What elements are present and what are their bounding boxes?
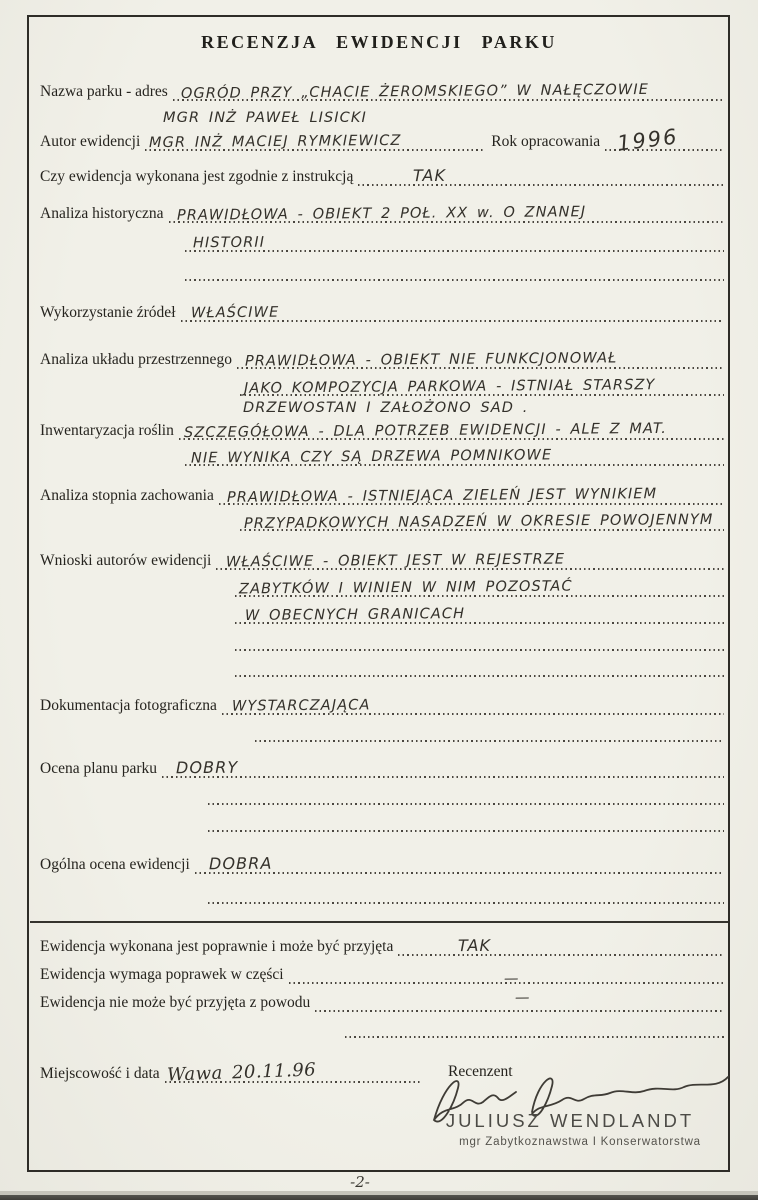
uklad-line2: JAKO KOMPOZYCJA PARKOWA - ISTNIAŁ STARSZY	[243, 377, 656, 397]
dotted-line	[195, 854, 724, 874]
empty-dotted-row	[208, 781, 724, 805]
inwentaryzacja-line1: SZCZEGÓŁOWA - DLA POTRZEB EWIDENCJI - ALE Z MAT.	[183, 420, 667, 442]
empty-dotted-row	[185, 257, 724, 281]
field-row-nazwa	[40, 77, 724, 101]
dotted-line	[240, 511, 724, 531]
dotted-line	[145, 131, 483, 151]
rok-label: Rok opracowania	[491, 133, 601, 150]
poprawki-value: —	[503, 970, 520, 988]
continuation-row	[185, 228, 724, 252]
section-separator-line	[30, 921, 728, 923]
nazwa-parku-value: OGRÓD PRZY „CHACIE ŻEROMSKIEGO” W NAŁĘCZOWIE	[180, 81, 649, 103]
dotted-line	[235, 631, 724, 651]
form-title: RECENZJA EWIDENCJI PARKU	[201, 32, 557, 52]
zachowanie-line1: PRAWIDŁOWA - ISTNIEJĄCA ZIELEŃ JEST WYNIKIEM	[226, 486, 658, 506]
historyczna-label: Analiza historyczna	[40, 205, 164, 222]
powod-label: Ewidencja nie może być przyjęta z powodu	[40, 994, 311, 1011]
continuation-row	[185, 442, 724, 466]
rok-value: 1996	[615, 124, 680, 156]
continuation-row	[235, 573, 724, 597]
field-row-powod	[40, 988, 724, 1012]
field-row-ogolna	[40, 850, 724, 874]
dotted-line	[169, 203, 724, 223]
dotted-line	[235, 657, 724, 677]
field-row-wnioski	[40, 546, 724, 570]
miejscowosc-label: Miejscowość i data	[40, 1065, 160, 1082]
scan-bottom-edge	[0, 1191, 758, 1200]
dotted-line	[185, 261, 724, 281]
wnioski-line1: WŁAŚCIWE - OBIEKT JEST W REJESTRZE	[226, 551, 566, 571]
continuation-row	[235, 600, 724, 624]
przyjeta-value: TAK	[458, 935, 492, 956]
zgodnosc-label: Czy ewidencja wykonana jest zgodnie z instrukcją	[40, 168, 354, 185]
reviewer-title: mgr Zabytkoznawstwa I Konserwatorstwa	[459, 1136, 701, 1148]
field-row-uklad	[40, 345, 724, 369]
ogolna-value: DOBRA	[208, 853, 273, 874]
continuation-row	[240, 372, 724, 396]
dotted-line	[315, 989, 724, 1012]
field-row-plan	[40, 754, 724, 778]
zrodla-value: WŁAŚCIWE	[190, 304, 279, 322]
dotted-line	[398, 936, 724, 956]
zachowanie-label: Analiza stopnia zachowania	[40, 487, 214, 504]
zrodla-label: Wykorzystanie źródeł	[40, 304, 176, 321]
dotted-line	[255, 722, 724, 742]
powod-value: —	[515, 989, 531, 1007]
field-row-inwentaryzacja	[40, 416, 724, 440]
wnioski-line2: ZABYTKÓW I WINIEN W NIM POZOSTAĆ	[238, 578, 573, 598]
nazwa-parku-value2: MGR INŻ PAWEŁ LISICKI	[163, 110, 367, 126]
field-row-fotografia	[40, 691, 724, 715]
page-number: -2-	[350, 1173, 370, 1191]
dotted-line	[179, 420, 724, 440]
historyczna-line1: PRAWIDŁOWA - OBIEKT 2 POŁ. XX w. O ZNANEJ	[176, 204, 586, 224]
field-row-zrodla	[40, 298, 724, 322]
miejscowosc-value: Wawa 20.11.96	[166, 1059, 317, 1086]
field-row-historyczna	[40, 199, 724, 223]
ogolna-label: Ogólna ocena ewidencji	[40, 856, 190, 873]
field-row-miejscowosc	[40, 1059, 422, 1086]
fotografia-value: WYSTARCZAJĄCA	[231, 697, 371, 715]
historyczna-line2: HISTORII	[192, 234, 266, 252]
uklad-line3: DRZEWOSTAN I ZAŁOŻONO SAD .	[243, 400, 529, 416]
dotted-line	[605, 124, 724, 156]
field-row-autor-rok	[40, 124, 724, 156]
field-row-zgodnosc	[40, 162, 724, 186]
dotted-line	[173, 81, 724, 101]
inwentaryzacja-label: Inwentaryzacja roślin	[40, 422, 174, 439]
zachowanie-line2: PRZYPADKOWYCH NASADZEŃ W OKRESIE POWOJENNYM	[243, 511, 714, 533]
dotted-line	[185, 446, 724, 466]
zgodnosc-value: TAK	[413, 165, 447, 186]
field-row-poprawki	[40, 960, 724, 988]
empty-dotted-row	[255, 718, 724, 742]
dotted-line	[208, 812, 724, 832]
wnioski-line3: W OBECNYCH GRANICACH	[244, 606, 466, 624]
dotted-line	[240, 376, 724, 396]
plan-value: DOBRY	[175, 757, 239, 778]
dotted-line	[235, 604, 724, 624]
dotted-line	[289, 964, 724, 988]
nazwa-parku-label: Nazwa parku - adres	[40, 83, 168, 100]
przyjeta-label: Ewidencja wykonana jest poprawnie i może być przyjęta	[40, 938, 394, 955]
recenzent-label: Recenzent	[448, 1063, 513, 1080]
dotted-line	[162, 758, 724, 778]
empty-dotted-row	[208, 880, 724, 904]
continuation-row	[240, 507, 724, 531]
field-row-przyjeta	[40, 932, 724, 956]
dotted-line	[208, 785, 724, 805]
dotted-line	[358, 166, 724, 186]
dotted-line	[345, 1018, 724, 1038]
empty-dotted-row	[345, 1014, 724, 1038]
reviewer-name: JULIUSZ WENDLANDT	[445, 1110, 695, 1131]
poprawki-label: Ewidencja wymaga poprawek w części	[40, 966, 284, 983]
dotted-line	[208, 884, 724, 904]
dotted-line	[219, 485, 724, 505]
dotted-line	[235, 577, 724, 597]
empty-dotted-row	[208, 808, 724, 832]
dotted-line	[181, 302, 725, 322]
dotted-line	[165, 1059, 422, 1086]
dotted-line	[185, 232, 724, 252]
fotografia-label: Dokumentacja fotograficzna	[40, 697, 217, 714]
field-row-zachowanie	[40, 481, 724, 505]
empty-dotted-row	[235, 653, 724, 677]
dotted-line	[237, 349, 724, 369]
inwentaryzacja-line2: NIE WYNIKA CZY SĄ DRZEWA POMNIKOWE	[190, 447, 553, 467]
autor-value: MGR INŻ MACIEJ RYMKIEWICZ	[149, 132, 402, 152]
wnioski-label: Wnioski autorów ewidencji	[40, 552, 212, 569]
empty-dotted-row	[235, 627, 724, 651]
autor-label: Autor ewidencji	[40, 133, 141, 150]
dotted-line	[216, 550, 724, 570]
dotted-line	[222, 695, 724, 715]
uklad-label: Analiza układu przestrzennego	[40, 351, 232, 368]
uklad-line1: PRAWIDŁOWA - OBIEKT NIE FUNKCJONOWAŁ	[244, 350, 618, 370]
plan-label: Ocena planu parku	[40, 760, 158, 777]
